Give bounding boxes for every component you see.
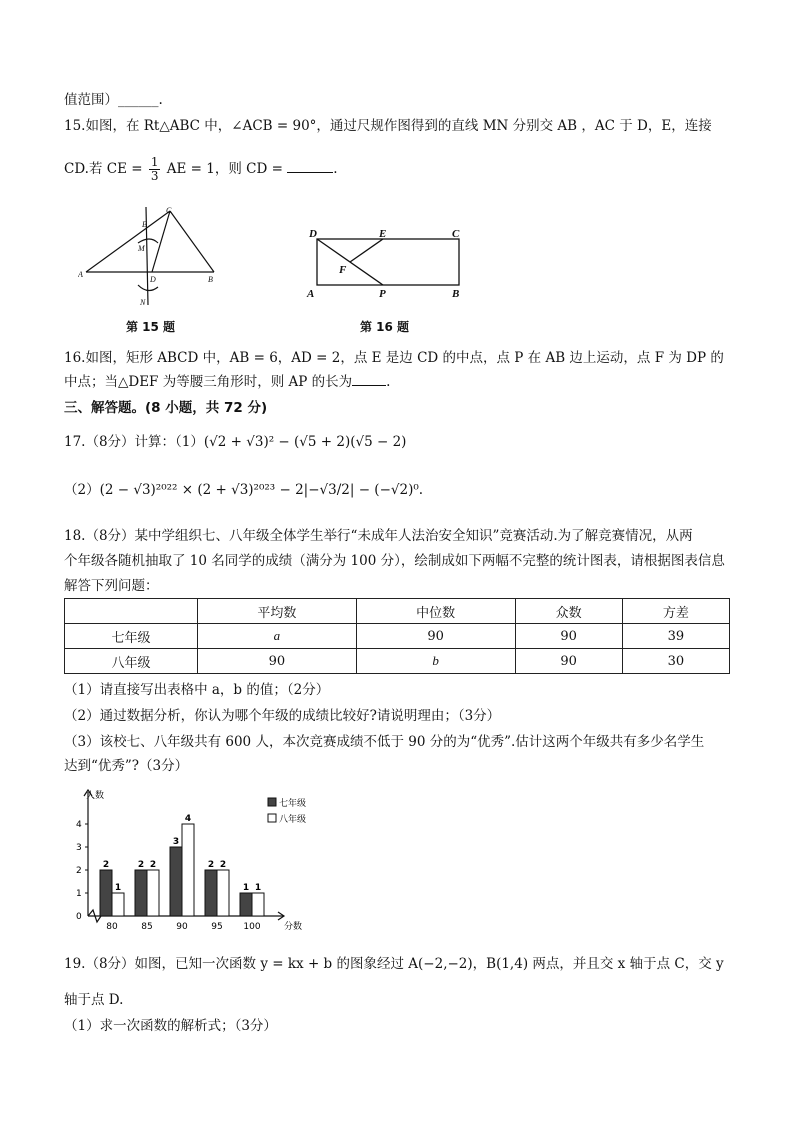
table-header-row <box>65 599 730 624</box>
y-tick-label: 2 <box>76 866 82 876</box>
bar-data-label: 2 <box>102 860 110 870</box>
q16-line1: 16.如图，矩形 ABCD 中，AB = 6，AD = 2，点 E 是边 CD 的中点，点 P 在 AB 边上运动，点 F 为 DP 的 <box>64 350 724 366</box>
table-cell: 八年级 <box>65 649 198 674</box>
q17-part1: 17.（8分）计算：（1）(√2 + √3)² − (√5 + 2)(√5 − 2) <box>64 434 407 450</box>
table-header-cell <box>65 599 198 624</box>
q18-sub3-line2: 达到“优秀”?（3分） <box>64 758 189 774</box>
q19-sub1: （1）求一次函数的解析式；（3分） <box>64 1018 277 1034</box>
table-cell: a <box>198 624 357 649</box>
q15-line1: 15.如图，在 Rt△ABC 中，∠ACB = 90°，通过尺规作图得到的直线 MN 分别交 AB ，AC 于 D，E，连接 <box>64 118 712 134</box>
q18-line3: 解答下列问题： <box>64 578 159 594</box>
fig16-rectangle <box>317 239 459 285</box>
bar-data-label: 2 <box>207 860 215 870</box>
table-cell: 90 <box>515 649 622 674</box>
bar-data-label: 4 <box>184 814 192 824</box>
fig16-label-f: F <box>339 264 347 276</box>
stats-table <box>64 598 730 674</box>
x-tick-label: 80 <box>106 922 118 932</box>
q18-sub2: （2）通过数据分析，你认为哪个年级的成绩比较好?请说明理由；（3分） <box>64 708 501 724</box>
fig16-caption: 第 16 题 <box>360 320 410 334</box>
fig16-label-c: C <box>452 228 460 240</box>
bar-grade8-80 <box>112 893 124 916</box>
y-tick-label: 3 <box>76 843 82 853</box>
fig16-label-b: B <box>452 288 460 300</box>
fig16-segment-ef <box>350 239 383 262</box>
q18-sub1: （1）请直接写出表格中 a，b 的值；（2分） <box>64 682 330 698</box>
fig15-arc-upper <box>138 239 158 243</box>
section-3-heading: 三、解答题。(8 小题，共 72 分) <box>64 400 268 416</box>
table-cell: 90 <box>198 649 357 674</box>
table-row <box>65 624 730 649</box>
fig16-label-d: D <box>309 228 317 240</box>
table-cell: b <box>356 649 515 674</box>
fig15-segment-bc <box>170 211 214 272</box>
q18-line1: 18.（8分）某中学组织七、八年级全体学生举行“未成年人法治安全知识”竞赛活动.为了解竞赛情况，从两 <box>64 528 693 544</box>
q15-line2: CD.若 CE = $\frac{1}{3}$ AE = 1，则 CD = . <box>64 155 338 183</box>
bar-data-label: 2 <box>219 860 227 870</box>
fig15-segment-cd <box>152 211 170 272</box>
bar-grade7-80 <box>100 870 112 916</box>
x-tick-label: 100 <box>243 922 261 932</box>
table-cell: 30 <box>622 649 729 674</box>
bar-grade8-85 <box>147 870 159 916</box>
table-cell: 七年级 <box>65 624 198 649</box>
q19-line2: 轴于点 D. <box>64 992 124 1008</box>
fig16-label-a: A <box>307 288 315 300</box>
q19-line1: 19.（8分）如图，已知一次函数 y = kx + b 的图象经过 A(−2,−2)，B(1,4) 两点，并且交 x 轴于点 C，交 y <box>64 956 724 972</box>
table-header-cell: 平均数 <box>198 599 357 624</box>
bar-data-label: 2 <box>137 860 145 870</box>
bar-data-label: 1 <box>242 883 250 893</box>
q16-line2: 中点；当△DEF 为等腰三角形时，则 AP 的长为 . <box>64 374 391 390</box>
bar-grade8-95 <box>217 870 229 916</box>
x-tick-label: 90 <box>176 922 188 932</box>
q18-line2: 个年级各随机抽取了 10 名同学的成绩（满分为 100 分），绘制成如下两幅不完整的统计图表，请根据图表信息 <box>64 553 725 569</box>
y-tick-label: 1 <box>76 889 82 899</box>
legend-swatch-grade8 <box>268 814 276 822</box>
bar-grade7-95 <box>205 870 217 916</box>
fig16-label-e: E <box>379 228 387 240</box>
bar-data-label: 3 <box>172 837 180 847</box>
bar-data-label: 1 <box>254 883 262 893</box>
fig15-label-c: C <box>166 206 172 215</box>
fig15-label-b: B <box>208 275 213 284</box>
table-row <box>65 649 730 674</box>
fig15-label-m: M <box>138 244 145 253</box>
q15-line2-pre: CD.若 CE = <box>64 161 143 177</box>
fig15-caption: 第 15 题 <box>126 320 176 334</box>
table-header-cell: 中位数 <box>356 599 515 624</box>
figure-15 <box>78 205 228 313</box>
legend-label-grade8: 八年级 <box>279 815 307 825</box>
fig15-label-e: E <box>142 220 147 229</box>
x-tick-label: 95 <box>211 922 223 932</box>
bar-data-label: 1 <box>114 883 122 893</box>
fig15-label-d: D <box>150 275 156 284</box>
q18-sub3-line1: （3）该校七、八年级共有 600 人，本次竞赛成绩不低于 90 分的为“优秀”.估计这两个年级共有多少名学生 <box>64 734 705 750</box>
legend-swatch-grade7 <box>268 798 276 806</box>
chart-ylabel: 人数 <box>86 791 105 801</box>
figure-16 <box>305 225 475 300</box>
y-tick-label: 0 <box>76 912 82 922</box>
bar-grade7-85 <box>135 870 147 916</box>
table-cell: 90 <box>356 624 515 649</box>
fig15-segment-ac <box>86 211 170 272</box>
fig15-label-a: A <box>78 270 83 279</box>
q15-answer-blank <box>287 160 333 173</box>
bar-grade8-90 <box>182 824 194 916</box>
bar-grade8-100 <box>252 893 264 916</box>
bar-grade7-90 <box>170 847 182 916</box>
chart-xlabel: 分数 <box>284 922 303 932</box>
line-prev-question-tail: 值范围）______. <box>64 92 163 108</box>
bar-grade7-100 <box>240 893 252 916</box>
q15-line2-mid: AE = 1，则 CD = <box>166 161 283 177</box>
x-tick-label: 85 <box>141 922 153 932</box>
y-tick-label: 4 <box>76 820 82 830</box>
q15-fraction: $\frac{1}{3}$ <box>150 155 159 183</box>
legend-label-grade7: 七年级 <box>279 799 307 809</box>
table-header-cell: 众数 <box>515 599 622 624</box>
fig16-label-p: P <box>379 288 386 300</box>
q17-part2: （2）(2 − √3)²⁰²² × (2 + √3)²⁰²³ − 2|−√3/2| − (−√2)⁰. <box>64 482 424 498</box>
table-cell: 90 <box>515 624 622 649</box>
q16-answer-blank <box>352 373 386 386</box>
q16-line2-text: 中点；当△DEF 为等腰三角形时，则 AP 的长为 <box>64 374 353 390</box>
table-cell: 39 <box>622 624 729 649</box>
fig15-label-n: N <box>140 298 146 307</box>
bar-data-label: 2 <box>149 860 157 870</box>
bar-chart <box>62 786 322 936</box>
table-header-cell: 方差 <box>622 599 729 624</box>
